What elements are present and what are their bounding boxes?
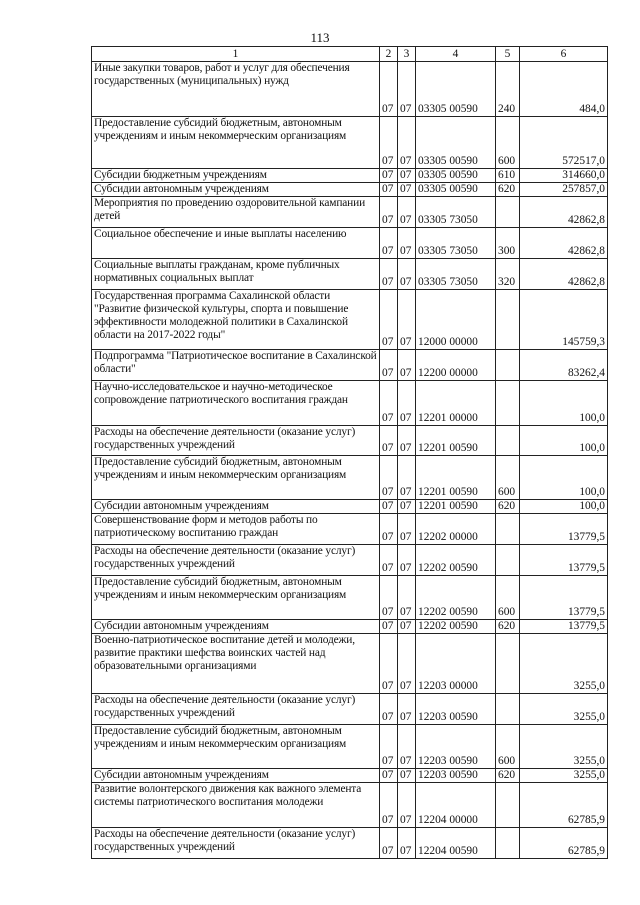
row-name: Научно-исследовательское и научно-методическое сопровождение патриотического воспитания граждан [92,381,380,426]
row-c3: 07 [398,197,416,228]
row-c6: 3255,0 [520,694,608,725]
row-c4: 03305 00590 [416,62,496,117]
row-c6: 83262,4 [520,350,608,381]
row-name: Субсидии автономным учреждениям [92,769,380,783]
row-name: Расходы на обеспечение деятельности (оказание услуг) государственных учреждений [92,426,380,456]
row-c5: 620 [496,183,520,197]
row-c6: 3255,0 [520,725,608,769]
row-c5: 600 [496,725,520,769]
row-c4: 12202 00590 [416,576,496,620]
row-c3: 07 [398,456,416,500]
row-c4: 12201 00590 [416,500,496,514]
row-c5 [496,634,520,694]
header-col-3: 3 [398,47,416,62]
table-row [92,290,608,350]
row-c6: 100,0 [520,426,608,456]
row-c3: 07 [398,62,416,117]
table-row [92,228,608,259]
table-row [92,783,608,828]
row-c6: 314660,0 [520,169,608,183]
table-row [92,620,608,634]
row-c4: 12201 00590 [416,426,496,456]
row-name: Мероприятия по проведению оздоровительной кампании детей [92,197,380,228]
row-c2: 07 [380,350,398,381]
row-c6: 42862,8 [520,228,608,259]
row-c6: 13779,5 [520,514,608,545]
row-c3: 07 [398,117,416,169]
table-row [92,514,608,545]
row-c2: 07 [380,381,398,426]
row-name: Социальные выплаты гражданам, кроме публичных нормативных социальных выплат [92,259,380,290]
row-c2: 07 [380,545,398,576]
row-c4: 12204 00000 [416,783,496,828]
row-name: Государственная программа Сахалинской области "Развитие физической культуры, спорта и повышение эффективности молодежной политики в Сахалинской области на 2017-2022 годы" [92,290,380,350]
row-c2: 07 [380,456,398,500]
row-name: Подпрограмма "Патриотическое воспитание в Сахалинской области" [92,350,380,381]
header-row [92,47,608,62]
row-c2: 07 [380,500,398,514]
table-row [92,769,608,783]
row-c2: 07 [380,783,398,828]
row-c6: 100,0 [520,500,608,514]
row-c5 [496,545,520,576]
table-row [92,426,608,456]
row-c3: 07 [398,620,416,634]
row-c3: 07 [398,381,416,426]
row-c2: 07 [380,620,398,634]
table-row [92,828,608,859]
row-c2: 07 [380,62,398,117]
row-c2: 07 [380,290,398,350]
row-c4: 12203 00590 [416,769,496,783]
row-c5 [496,828,520,859]
budget-table [91,46,608,859]
row-name: Совершенствование форм и методов работы по патриотическому воспитанию граждан [92,514,380,545]
row-c3: 07 [398,228,416,259]
row-c5: 620 [496,620,520,634]
row-c3: 07 [398,783,416,828]
row-c3: 07 [398,350,416,381]
row-c3: 07 [398,545,416,576]
row-c2: 07 [380,259,398,290]
row-c2: 07 [380,169,398,183]
row-c5 [496,426,520,456]
table-row [92,545,608,576]
row-name: Расходы на обеспечение деятельности (оказание услуг) государственных учреждений [92,545,380,576]
row-name: Предоставление субсидий бюджетным, автономным учреждениям и иным некоммерческим организациям [92,117,380,169]
table-row [92,725,608,769]
row-c4: 03305 00590 [416,169,496,183]
row-c6: 62785,9 [520,828,608,859]
row-c5: 320 [496,259,520,290]
row-c2: 07 [380,725,398,769]
table-row [92,259,608,290]
row-c3: 07 [398,426,416,456]
row-c2: 07 [380,197,398,228]
row-name: Социальное обеспечение и иные выплаты населению [92,228,380,259]
row-c6: 3255,0 [520,634,608,694]
row-c2: 07 [380,576,398,620]
row-c5: 240 [496,62,520,117]
row-c3: 07 [398,183,416,197]
row-c3: 07 [398,769,416,783]
table-body [92,62,608,859]
table-row [92,634,608,694]
row-name: Расходы на обеспечение деятельности (оказание услуг) государственных учреждений [92,828,380,859]
header-col-6: 6 [520,47,608,62]
row-c4: 12203 00590 [416,725,496,769]
row-c4: 12204 00590 [416,828,496,859]
row-c2: 07 [380,183,398,197]
row-c3: 07 [398,500,416,514]
row-c6: 42862,8 [520,259,608,290]
row-name: Предоставление субсидий бюджетным, автономным учреждениям и иным некоммерческим организациям [92,725,380,769]
row-c4: 12202 00000 [416,514,496,545]
header-col-5: 5 [496,47,520,62]
row-c6: 62785,9 [520,783,608,828]
row-name: Предоставление субсидий бюджетным, автономным учреждениям и иным некоммерческим организациям [92,576,380,620]
row-name: Военно-патриотическое воспитание детей и молодежи, развитие практики шефства воинских частей над образовательными организациями [92,634,380,694]
row-c5: 300 [496,228,520,259]
row-c3: 07 [398,290,416,350]
row-c4: 12000 00000 [416,290,496,350]
row-c6: 145759,3 [520,290,608,350]
row-c4: 03305 00590 [416,117,496,169]
row-c6: 13779,5 [520,545,608,576]
row-c6: 100,0 [520,381,608,426]
table-row [92,381,608,426]
row-c4: 12201 00590 [416,456,496,500]
row-name: Субсидии автономным учреждениям [92,183,380,197]
row-c4: 03305 73050 [416,197,496,228]
row-c5: 620 [496,769,520,783]
row-c6: 484,0 [520,62,608,117]
row-c5 [496,381,520,426]
row-c5: 610 [496,169,520,183]
table-row [92,456,608,500]
row-name: Субсидии автономным учреждениям [92,500,380,514]
row-name: Иные закупки товаров, работ и услуг для обеспечения государственных (муниципальных) нужд [92,62,380,117]
row-name: Субсидии бюджетным учреждениям [92,169,380,183]
row-c2: 07 [380,634,398,694]
row-name: Расходы на обеспечение деятельности (оказание услуг) государственных учреждений [92,694,380,725]
table-row [92,350,608,381]
row-c2: 07 [380,769,398,783]
row-c6: 572517,0 [520,117,608,169]
table-row [92,197,608,228]
table-row [92,183,608,197]
table-row [92,62,608,117]
row-c6: 42862,8 [520,197,608,228]
row-c4: 03305 73050 [416,228,496,259]
row-c3: 07 [398,514,416,545]
row-c4: 03305 00590 [416,183,496,197]
header-col-2: 2 [380,47,398,62]
row-name: Предоставление субсидий бюджетным, автономным учреждениям и иным некоммерческим организациям [92,456,380,500]
row-c4: 03305 73050 [416,259,496,290]
page-number: 113 [310,30,330,45]
row-c5 [496,514,520,545]
row-c2: 07 [380,828,398,859]
row-c4: 12202 00590 [416,545,496,576]
row-c6: 3255,0 [520,769,608,783]
row-c6: 13779,5 [520,620,608,634]
table-row [92,694,608,725]
row-c6: 13779,5 [520,576,608,620]
row-name: Субсидии автономным учреждениям [92,620,380,634]
row-c5 [496,783,520,828]
row-c3: 07 [398,725,416,769]
row-c5 [496,197,520,228]
row-c4: 12202 00590 [416,620,496,634]
row-c3: 07 [398,694,416,725]
row-c3: 07 [398,634,416,694]
row-c2: 07 [380,228,398,259]
row-c5: 600 [496,117,520,169]
row-c2: 07 [380,694,398,725]
row-c5: 600 [496,456,520,500]
row-c2: 07 [380,426,398,456]
row-c4: 12203 00000 [416,634,496,694]
header-col-1: 1 [92,47,380,62]
row-c4: 12203 00590 [416,694,496,725]
row-c3: 07 [398,576,416,620]
row-c4: 12201 00000 [416,381,496,426]
row-c5 [496,694,520,725]
row-c6: 100,0 [520,456,608,500]
row-c5: 620 [496,500,520,514]
row-c5 [496,350,520,381]
row-c4: 12200 00000 [416,350,496,381]
row-c3: 07 [398,828,416,859]
header-col-4: 4 [416,47,496,62]
row-c3: 07 [398,259,416,290]
row-c5 [496,290,520,350]
row-c5: 600 [496,576,520,620]
row-c3: 07 [398,169,416,183]
table-row [92,500,608,514]
table-row [92,169,608,183]
row-c6: 257857,0 [520,183,608,197]
row-c2: 07 [380,514,398,545]
row-name: Развитие волонтерского движения как важного элемента системы патриотического воспитания молодежи [92,783,380,828]
table-row [92,576,608,620]
row-c2: 07 [380,117,398,169]
table-row [92,117,608,169]
table-header [92,47,608,62]
